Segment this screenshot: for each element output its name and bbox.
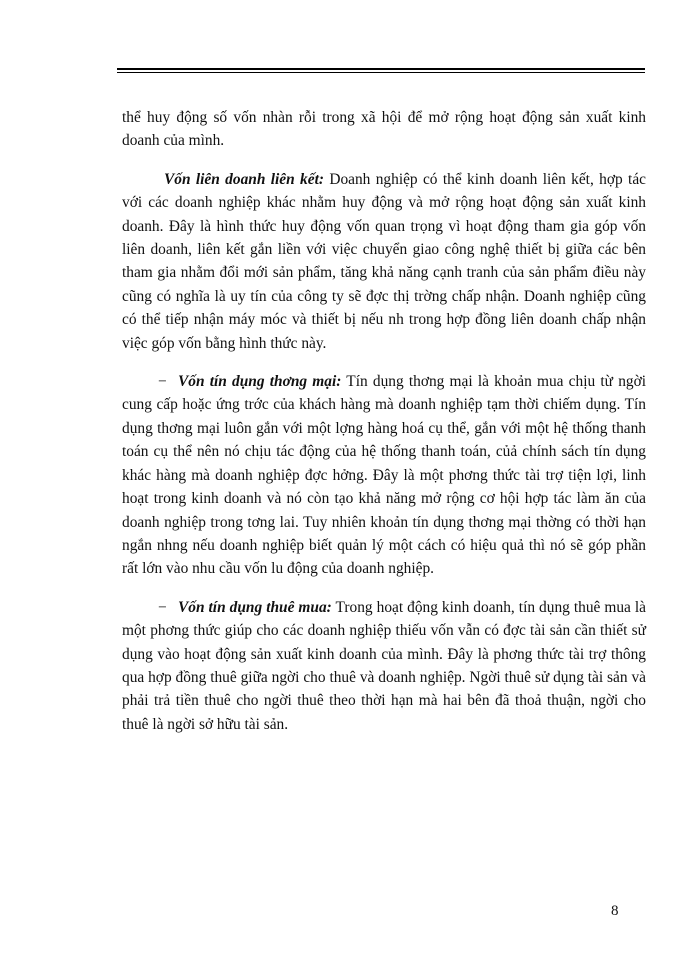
paragraph-4-text: Trong hoạt động kinh doanh, tín dụng thuê mua là một phơng thức giúp cho các doanh nghiệp thiếu vốn vẫn có đợc tài sản cần thiết sử dụng vào hoạt động sản xuất kinh doanh của mình. Đây là phơng thức tài trợ thông qua hợp đồng thuê giữa ngời cho thuê và doanh nghiệp. Ngời thuê sử dụng tài sản và phải trả tiền thuê cho ngời thuê theo thời hạn mà hai bên đã thoả thuận, ngời cho thuê là ngời sở hữu tài sản. — [122, 598, 646, 733]
body-text — [122, 106, 646, 736]
paragraph-2-text: Doanh nghiệp có thể kinh doanh liên kết, hợp tác với các doanh nghiệp khác nhằm huy động và mở rộng hoạt động sản xuất kinh doanh. Đây là hình thức huy động vốn quan trọng vì hoạt động tham gia góp vốn liên doanh, liên kết gắn liền với việc chuyển giao công nghệ thiết bị giữa các bên tham gia nhằm đổi mới sản phẩm, tăng khả năng cạnh tranh của sản phẩm điều này cũng có nghĩa là uy tín của công ty sẽ đợc thị trờng chấp nhận. Doanh nghiệp cũng có thể tiếp nhận máy móc và thiết bị nếu nh trong hợp đồng liên doanh chấp nhận việc góp vốn bằng hình thức này. — [122, 170, 646, 352]
paragraph-2 — [122, 168, 646, 355]
paragraph-1 — [122, 106, 646, 153]
paragraph-3-text: Tín dụng thơng mại là khoản mua chịu từ ngời cung cấp hoặc ứng trớc của khách hàng mà doanh nghiệp tạm thời chiếm dụng. Tín dụng thơng mại luôn gắn với một lợng hàng hoá cụ thể, gắn với một hệ thống thanh toán cụ thể nên nó chịu tác động của hệ thống thanh toán, củả chính sách tín dụng khác hàng mà doanh nghiệp đợc hởng. Đây là một phơng thức tài trợ tiện lợi, linh hoạt trong kinh doanh và nó còn tạo khả năng mở rộng cơ hội hợp tác làm ăn của doanh nghiệp trong tơng lai. Tuy nhiên khoản tín dụng thơng mại thờng có thời hạn ngắn nhng nếu doanh nghiệp biết quản lý một cách có hiệu quả thì nó sẽ góp phần rất lớn vào nhu cầu vốn lu động của doanh nghiệp. — [122, 373, 646, 578]
dash-bullet: − — [158, 598, 167, 616]
term-von-tin-dung-thue-mua: Vốn tín dụng thuê mua: — [178, 598, 332, 616]
term-von-lien-doanh: Vốn liên doanh liên kết: — [164, 170, 324, 188]
paragraph-1-text: thể huy động số vốn nhàn rỗi trong xã hội để mở rộng hoạt động sản xuất kinh doanh của mình. — [122, 109, 646, 150]
term-von-tin-dung-thuong-mai: Vốn tín dụng thơng mại: — [178, 373, 342, 391]
page-number: 8 — [611, 903, 619, 919]
header-rule — [117, 68, 645, 73]
paragraph-4 — [122, 596, 646, 736]
paragraph-3 — [122, 370, 646, 581]
dash-bullet: − — [158, 373, 167, 391]
